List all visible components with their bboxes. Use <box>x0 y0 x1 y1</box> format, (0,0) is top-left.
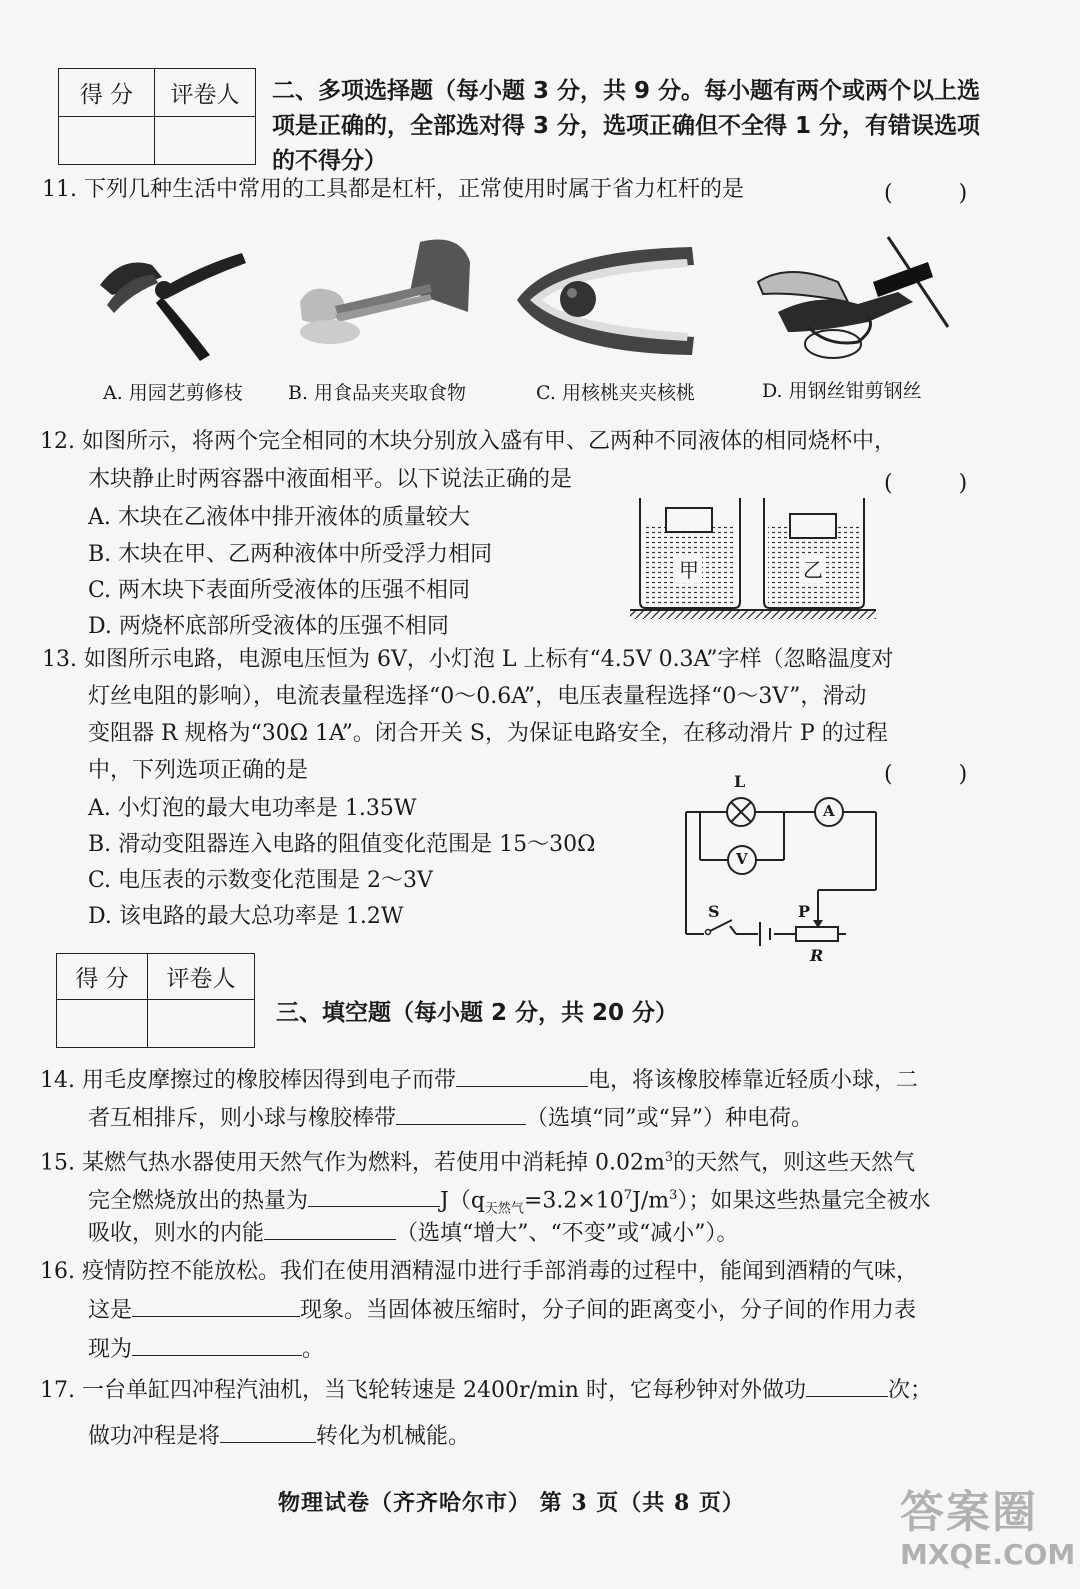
liquid-a-label: 甲 <box>676 554 702 583</box>
q16-line1: 16. 疫情防控不能放松。我们在使用酒精湿巾进行手部消毒的过程中，能闻到酒精的气味， <box>40 1259 918 1284</box>
q12-answer-paren: ( ) <box>884 471 968 496</box>
q11-stem: 11. 下列几种生活中常用的工具都是杠杆，正常使用时属于省力杠杆的是 <box>42 177 744 202</box>
food-tongs-image <box>290 232 475 367</box>
beaker-diagram <box>628 490 878 622</box>
q11-answer-paren: ( ) <box>884 181 968 206</box>
q17-line2: 做功冲程是将 转化为机械能。 <box>88 1418 470 1455</box>
rheostat-label: R <box>810 946 824 965</box>
q14-line2: 者互相排斥，则小球与橡胶棒带 （选填“同”或“异”）种电荷。 <box>88 1100 813 1137</box>
watermark-logo <box>900 1476 1076 1584</box>
grader-label: 评卷人 <box>148 954 255 1000</box>
section3-heading: 三、填空题（每小题 2 分，共 20 分） <box>276 1000 679 1026</box>
lamp-label: L <box>734 772 746 791</box>
q15-line1: 15. 某燃气热水器使用天然气作为燃料，若使用中消耗掉 $0.02m^3$的天然气，则这些天然气 <box>40 1150 916 1176</box>
q15-line2: 完全燃烧放出的热量为 $J(q_{天然气}=3.2\times 10^7J/m^3)$；如果这些热量完全被水 <box>88 1178 930 1228</box>
q15-line3: 吸收，则水的内能 （选填“增大”、“不变”或“减小”）。 <box>88 1215 739 1252</box>
q17-line1: 17. 一台单缸四冲程汽油机，当飞轮转速是 2400r/min 时，它每秒钟对外做功 次； <box>40 1372 932 1409</box>
q11-caption-d: D. 用钢丝钳剪钢丝 <box>762 380 922 402</box>
ammeter-label: A <box>823 802 835 820</box>
watermark-big-text: 答案圈 <box>900 1487 1038 1538</box>
score-cell <box>59 117 155 165</box>
q17-blank-2[interactable] <box>220 1418 316 1443</box>
circuit-diagram <box>678 770 888 970</box>
score-box-1 <box>58 68 256 165</box>
q11-caption-b: B. 用食品夹夹取食物 <box>288 382 467 404</box>
q16-line3: 现为 。 <box>88 1331 324 1368</box>
score-cell <box>57 1000 148 1048</box>
switch-label: S <box>708 902 720 921</box>
q12-option-a: A. 木块在乙液体中排开液体的质量较大 <box>88 505 470 530</box>
q12-stem-line1: 12. 如图所示，将两个完全相同的木块分别放入盛有甲、乙两种不同液体的相同烧杯中， <box>40 429 896 454</box>
q16-blank-2[interactable] <box>132 1331 302 1356</box>
grader-label: 评卷人 <box>155 69 256 117</box>
wire-pliers-image <box>748 232 953 372</box>
q16-blank-1[interactable] <box>132 1292 300 1317</box>
q15-blank-1[interactable] <box>308 1182 440 1207</box>
q16-line2: 这是 现象。当固体被压缩时，分子间的距离变小，分子间的作用力表 <box>88 1292 916 1329</box>
q15-blank-2[interactable] <box>264 1215 396 1240</box>
q14-line1: 14. 用毛皮摩擦过的橡胶棒因得到电子而带 电，将该橡胶棒靠近轻质小球，二 <box>40 1062 918 1099</box>
q13-stem-line1: 13. 如图所示电路，电源电压恒为 6V，小灯泡 L 上标有“4.5V 0.3A”字样（忽略温度对 <box>42 647 894 672</box>
q13-stem-line3: 变阻器 R 规格为“30Ω 1A”。闭合开关 S，为保证电路安全，在移动滑片 P 的过程 <box>88 721 888 746</box>
q12-option-b: B. 木块在甲、乙两种液体中所受浮力相同 <box>88 542 493 567</box>
q13-stem-line2: 灯丝电阻的影响），电流表量程选择“0～0.6A”，电压表量程选择“0～3V”，滑动 <box>88 684 867 709</box>
q12-option-d: D. 两烧杯底部所受液体的压强不相同 <box>88 614 449 639</box>
liquid-b-label: 乙 <box>800 554 826 583</box>
score-label: 得 分 <box>59 69 155 117</box>
q12-stem-line2: 木块静止时两容器中液面相平。以下说法正确的是 <box>88 467 573 492</box>
q11-caption-a: A. 用园艺剪修枝 <box>103 382 243 404</box>
garden-shears-image <box>92 235 252 365</box>
page-footer: 物理试卷（齐齐哈尔市） 第 3 页（共 8 页） <box>278 1490 745 1516</box>
watermark-small-text: MXQE.COM <box>900 1538 1076 1571</box>
grader-cell <box>148 1000 255 1048</box>
section2-heading: 二、多项选择题（每小题 3 分，共 9 分。每小题有两个或两个以上选 项是正确的，全部选对得 3 分，选项正确但不全得 1 分，有错误选项 的不得分） <box>272 78 981 174</box>
q13-answer-paren: ( ) <box>884 762 968 787</box>
q13-stem-line4: 中，下列选项正确的是 <box>88 758 309 783</box>
grader-cell <box>155 117 256 165</box>
q13-option-a: A. 小灯泡的最大电功率是 1.35W <box>88 796 417 821</box>
q13-option-c: C. 电压表的示数变化范围是 2～3V <box>88 868 433 893</box>
q17-blank-1[interactable] <box>806 1372 888 1397</box>
score-label: 得 分 <box>57 954 148 1000</box>
q13-option-d: D. 该电路的最大总功率是 1.2W <box>88 904 404 929</box>
q11-caption-c: C. 用核桃夹夹核桃 <box>536 382 695 404</box>
score-box-2 <box>56 953 255 1048</box>
nutcracker-image <box>512 235 702 365</box>
voltmeter-label: V <box>736 850 748 868</box>
q13-option-b: B. 滑动变阻器连入电路的阻值变化范围是 15～30Ω <box>88 832 596 857</box>
q14-blank-2[interactable] <box>396 1100 526 1125</box>
q14-blank-1[interactable] <box>456 1062 588 1087</box>
q12-option-c: C. 两木块下表面所受液体的压强不相同 <box>88 578 471 603</box>
slider-label: P <box>798 902 811 921</box>
